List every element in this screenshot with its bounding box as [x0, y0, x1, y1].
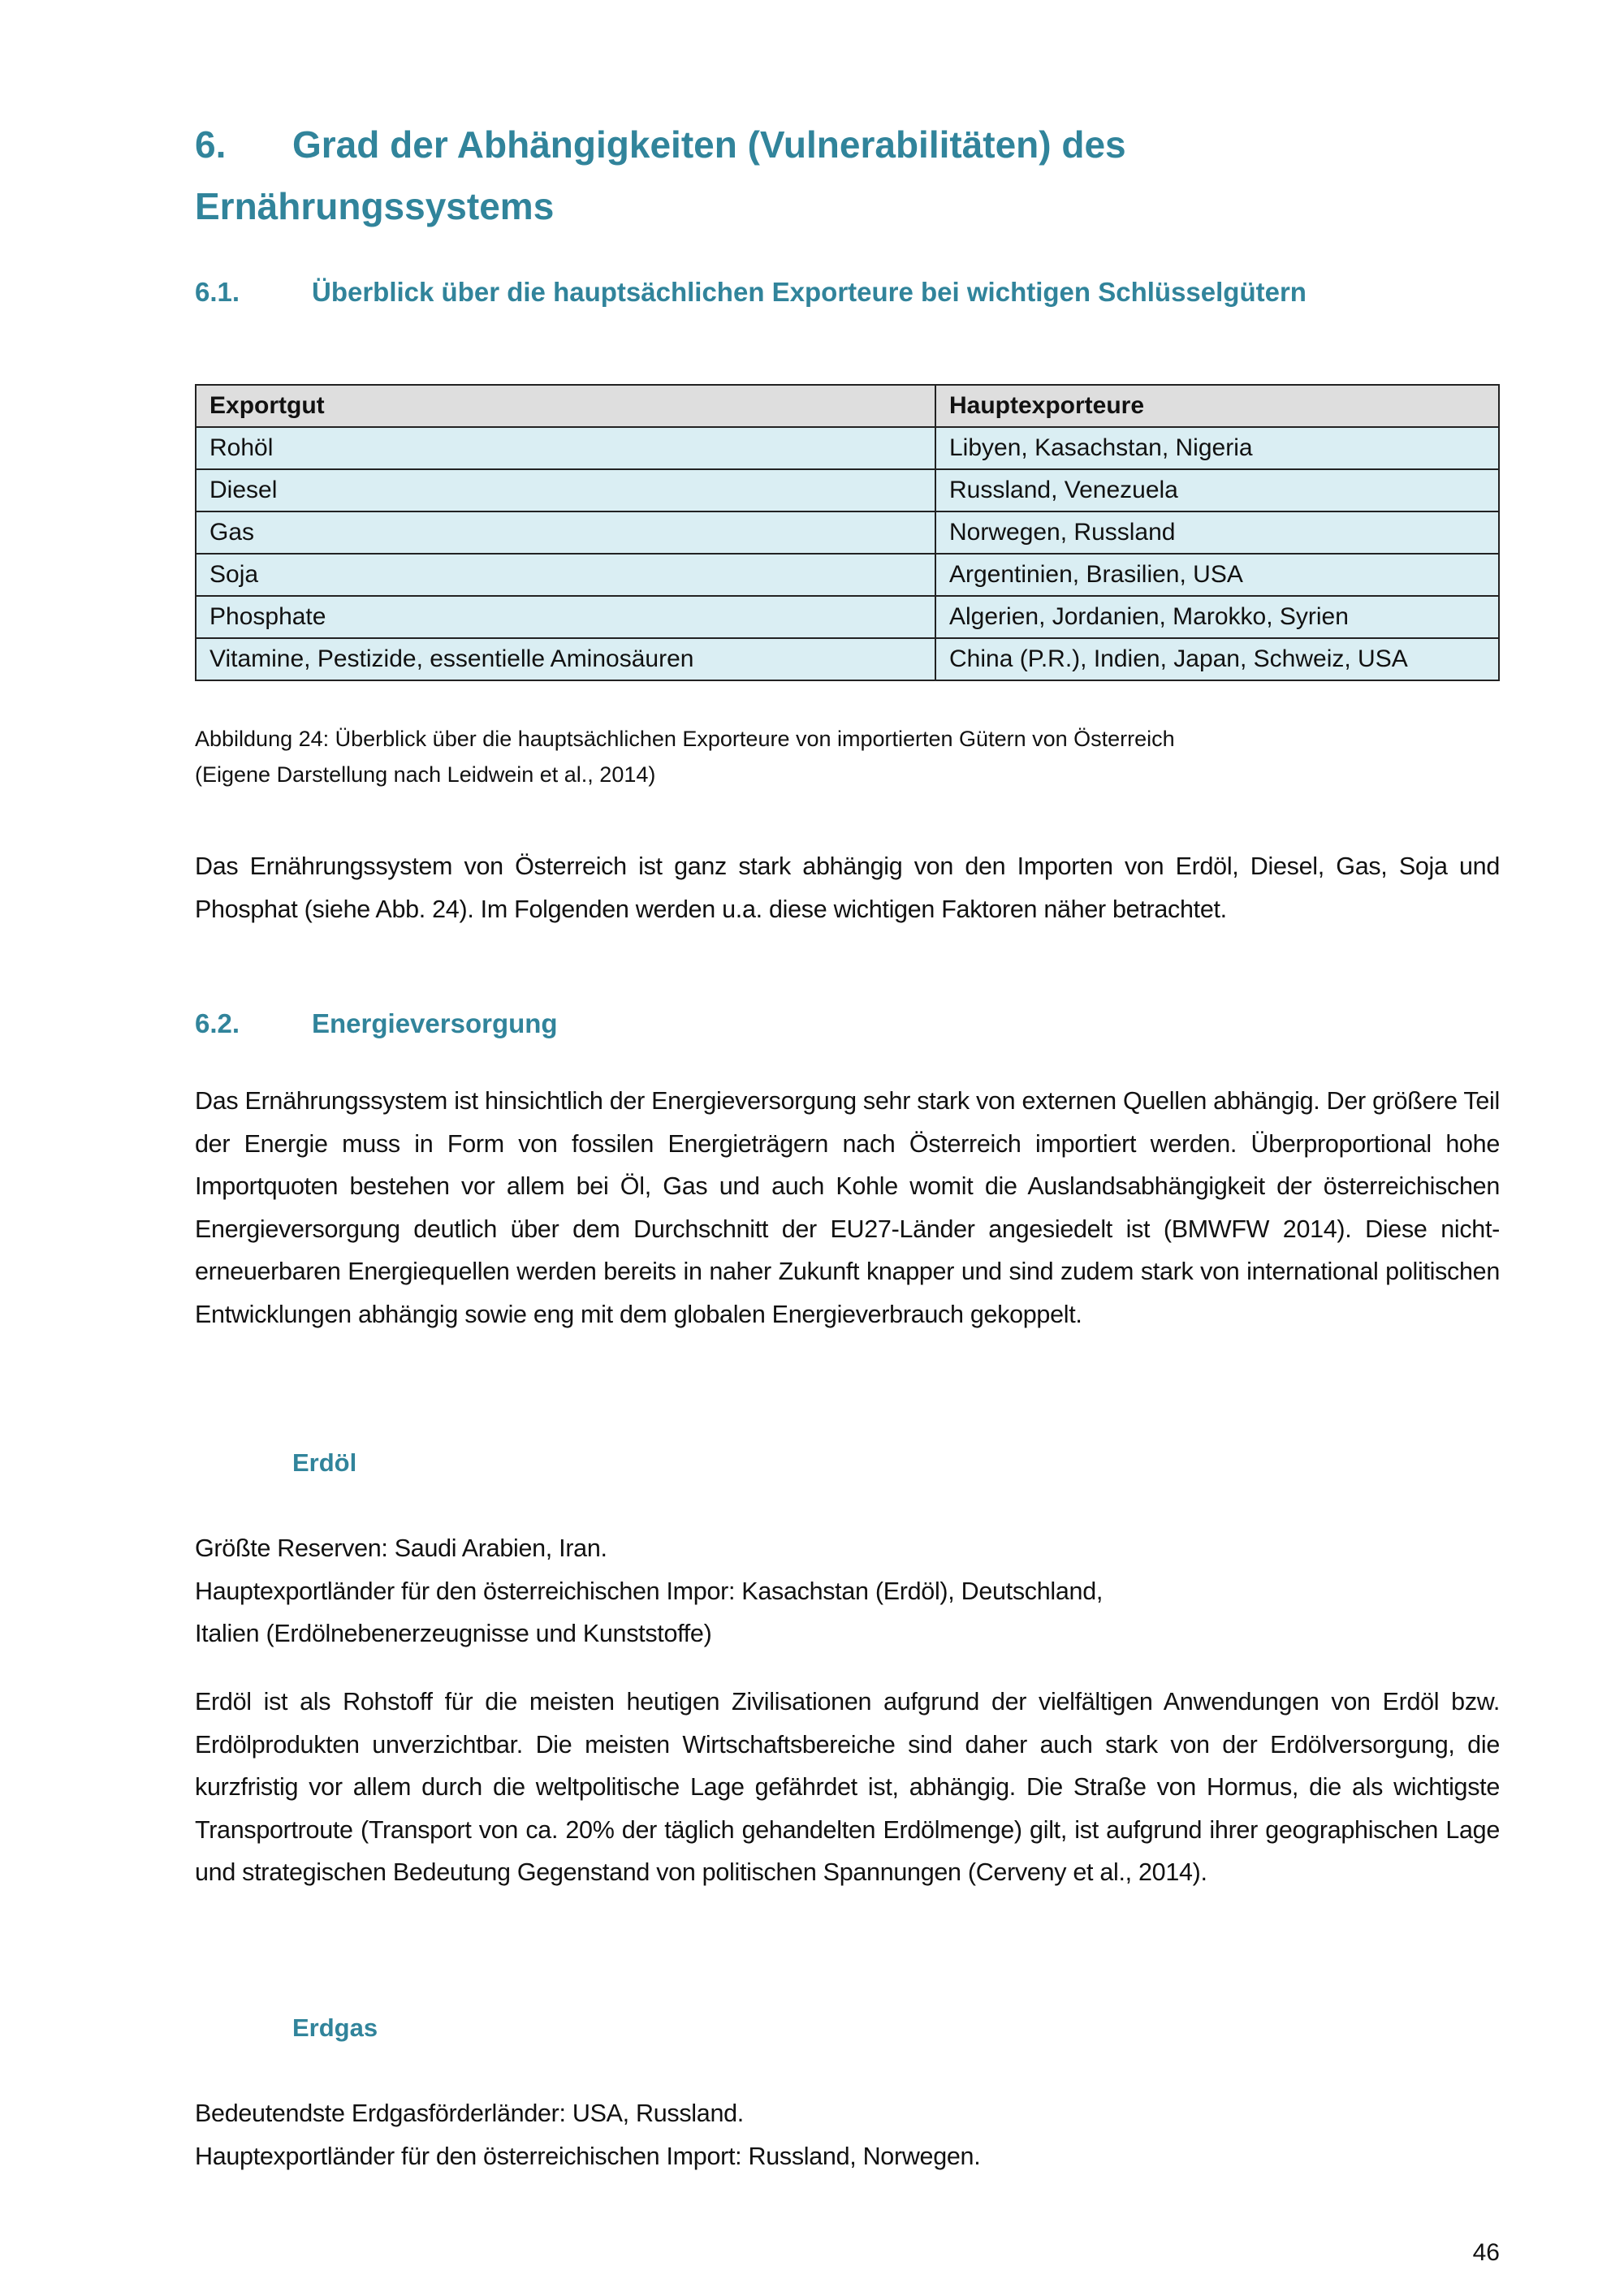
table-row [196, 554, 1499, 596]
page-number: 46 [1472, 2239, 1500, 2266]
caption-line: Abbildung 24: Überblick über die hauptsächlichen Exporteure von importierten Gütern von Österreich [195, 727, 1175, 751]
table-cell: China (P.R.), Indien, Japan, Schweiz, USA [935, 638, 1499, 680]
table-cell: Algerien, Jordanien, Marokko, Syrien [935, 596, 1499, 638]
column-header: Hauptexporteure [935, 385, 1499, 427]
exporters-table [195, 384, 1500, 681]
chapter-title-line2: Ernährungssystems [195, 185, 555, 227]
section-number: 6.2. [195, 1008, 240, 1038]
chapter-number: 6. [195, 123, 227, 166]
subheading-erdgas: Erdgas [292, 2013, 378, 2042]
chapter-title-line1: Grad der Abhängigkeiten (Vulnerabilitäten) des [292, 123, 1126, 166]
erdgas-facts [195, 2092, 1500, 2177]
figure-caption [195, 721, 1175, 792]
section-title: Überblick über die hauptsächlichen Exporteure bei wichtigen Schlüsselgütern [312, 277, 1307, 307]
column-header: Exportgut [196, 385, 935, 427]
table-row [196, 469, 1499, 511]
table-cell: Rohöl [196, 427, 935, 469]
intro-paragraph: Das Ernährungssystem von Österreich ist ganz stark abhängig von den Importen von Erdöl, Diesel, Gas, Soja und Phosphat (siehe Abb. 24). Im Folgenden werden u.a. diese wichtigen Faktoren näher betrachtet. [195, 852, 1500, 923]
fact-line: Hauptexportländer für den österreichischen Impor: Kasachstan (Erdöl), Deutschland, [195, 1577, 1104, 1605]
table-cell: Diesel [196, 469, 935, 511]
table-row [196, 596, 1499, 638]
table-cell: Gas [196, 511, 935, 554]
table-row [196, 511, 1499, 554]
erdoel-paragraph: Erdöl ist als Rohstoff für die meisten heutigen Zivilisationen aufgrund der vielfältigen Anwendungen von Erdöl bzw. Erdölprodukten unverzichtbar. Die meisten Wirtschaftsbereiche sind daher auch stark von der Erdölversorgung, die kurzfristig vor allem durch die weltpolitische Lage gefährdet ist, abhängig. Die Straße von Hormus, die als wichtigste Transportroute (Transport von ca. 20% der täglich gehandelten Erdölmenge) gilt, ist aufgrund ihrer geographischen Lage und strategischen Bedeutung Gegenstand von politischen Spannungen (Cerveny et al., 2014). [195, 1688, 1500, 1887]
caption-source: (Eigene Darstellung nach Leidwein et al., 2014) [195, 762, 656, 787]
fact-line: Italien (Erdölnebenerzeugnisse und Kunststoffe) [195, 1620, 712, 1648]
energy-paragraph: Das Ernährungssystem ist hinsichtlich der Energieversorgung sehr stark von externen Quellen abhängig. Der größere Teil der Energie muss in Form von fossilen Energieträgern nach Österreich importiert werden. Überproportional hohe Importquoten bestehen vor allem bei Öl, Gas und auch Kohle womit die Auslandsabhängigkeit der österreichischen Energieversorgung deutlich über dem Durchschnitt der EU27-Länder angesiedelt ist (BMWFW 2014). Diese nicht-erneuerbaren Energiequellen werden bereits in naher Zukunft knapper und sind zudem stark von international politischen Entwicklungen abhängig sowie eng mit dem globalen Energieverbrauch gekoppelt. [195, 1087, 1500, 1328]
subheading-erdoel: Erdöl [292, 1448, 357, 1477]
table-row [196, 427, 1499, 469]
table-cell: Vitamine, Pestizide, essentielle Aminosäuren [196, 638, 935, 680]
table-cell: Libyen, Kasachstan, Nigeria [935, 427, 1499, 469]
fact-line: Größte Reserven: Saudi Arabien, Iran. [195, 1534, 607, 1562]
table-cell: Norwegen, Russland [935, 511, 1499, 554]
fact-line: Hauptexportländer für den österreichischen Import: Russland, Norwegen. [195, 2142, 981, 2170]
fact-line: Bedeutendste Erdgasförderländer: USA, Russland. [195, 2100, 744, 2127]
erdoel-facts [195, 1527, 1500, 1655]
chapter-heading [195, 114, 1126, 237]
section-heading-6-2 [195, 1008, 558, 1039]
table-cell: Argentinien, Brasilien, USA [935, 554, 1499, 596]
section-title: Energieversorgung [312, 1008, 558, 1038]
section-number: 6.1. [195, 277, 240, 307]
table-cell: Phosphate [196, 596, 935, 638]
table-header-row [196, 385, 1499, 427]
table-cell: Russland, Venezuela [935, 469, 1499, 511]
table-cell: Soja [196, 554, 935, 596]
table-row [196, 638, 1499, 680]
section-heading-6-1 [195, 277, 1307, 308]
